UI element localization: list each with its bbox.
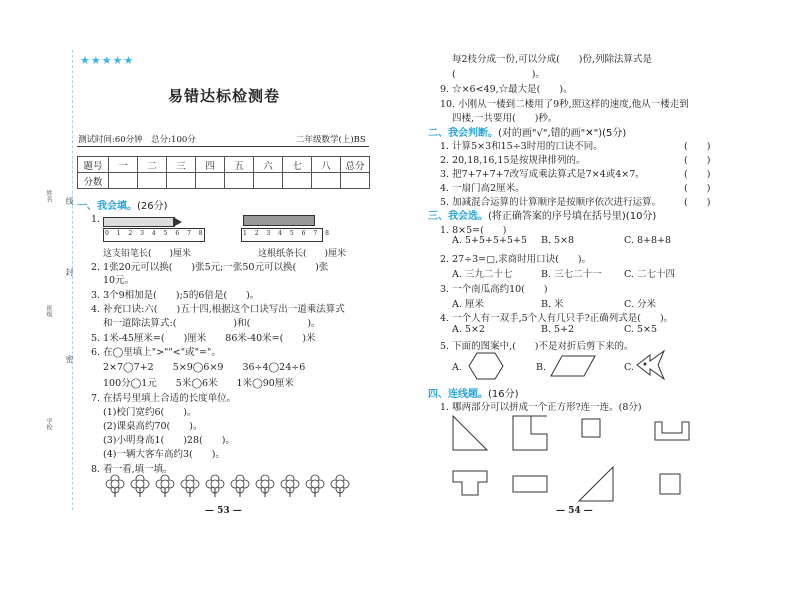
question-10-cont: 四楼,一共要用( )秒。 [452, 113, 558, 124]
judge-answer-3[interactable]: ( ) [684, 169, 711, 180]
choice-5-a-label: A. [452, 362, 462, 373]
choice-4: 4. 一个人有一双手,5个人有几只手?正确列式是( )。 [440, 313, 674, 324]
judge-4: 4. 一扇门高2厘米。 [440, 183, 525, 194]
page-number-left: — 53 — [205, 506, 242, 516]
score-cell[interactable] [254, 173, 283, 189]
score-cell[interactable] [283, 173, 312, 189]
score-cell[interactable] [196, 173, 225, 189]
ruler-2-ticks: 1 2 3 4 5 6 7 8 [243, 230, 332, 237]
judge-2: 2. 20,18,16,15是按规律排列的。 [440, 155, 586, 166]
section-3-title: 三、我会选。(将正确答案的序号填在括号里)(10分) [428, 211, 657, 222]
choice-1-a: A. 5+5+5+5+5 [452, 235, 527, 246]
question-2-cont: 10元。 [103, 275, 135, 286]
right-q8-cont: 每2枝分成一份,可以分成( )份,列除法算式是 [452, 54, 652, 65]
stars: ★★★★★ [80, 54, 135, 67]
l-shape-icon [512, 415, 548, 451]
choice-1-b: B. 5×8 [541, 235, 575, 246]
choice-3-b: B. 米 [541, 299, 564, 310]
question-4: 4. 补充口诀:六( )五十四,根据这个口诀写出一道乘法算式 [91, 304, 345, 315]
question-7-2: (2)课桌高约70( )。 [103, 421, 203, 432]
flower-icon [306, 475, 324, 497]
judge-answer-4[interactable]: ( ) [684, 183, 711, 194]
question-6-row2: 100分◯1元 5米◯6米 1米◯90厘米 [103, 378, 294, 389]
flower-icon [206, 475, 224, 497]
right-triangle-icon [452, 415, 488, 451]
hexagon-icon [468, 352, 504, 380]
score-row-label: 分数 [78, 173, 109, 189]
choice-4-b: B. 5+2 [541, 324, 575, 335]
choice-5-b-label: B. [536, 362, 547, 373]
pencil-tip-icon [173, 217, 182, 227]
flower-icon [181, 475, 199, 497]
question-6: 6. 在◯里填上">""<"或"="。 [91, 347, 221, 358]
question-7-3: (3)小明身高1( )28( )。 [103, 435, 235, 446]
question-9: 9. ☆×6<49,☆最大是( )。 [440, 84, 573, 95]
flower-icon [156, 475, 174, 497]
rectangle-icon [512, 475, 548, 493]
choice-4-a: A. 5×2 [452, 324, 485, 335]
question-8: 8. 看一看,填一填。 [91, 464, 173, 475]
question-2: 2. 1张20元可以换( )张5元;一张50元可以换( )张 [91, 262, 329, 273]
question-7-4: (4)一辆大客车高约3( )。 [103, 449, 225, 460]
flower-icon [131, 475, 149, 497]
left-rule [72, 50, 74, 510]
question-3: 3. 3个9相加是( );5的6倍是( )。 [91, 290, 260, 301]
page-title: 易错达标检测卷 [168, 87, 281, 105]
side-name-label: 姓名 [45, 190, 52, 202]
parallelogram-icon [550, 355, 596, 377]
right-q8-cont2: ( )。 [452, 69, 545, 80]
flower-icon [331, 475, 349, 497]
choice-1: 1. 8×5=( ) [440, 225, 507, 236]
match-question-1: 1. 哪两部分可以拼成一个正方形?连一连。(8分) [440, 402, 642, 413]
choice-3-a: A. 厘米 [452, 299, 484, 310]
choice-2-c: C. 二七十四 [624, 269, 675, 280]
flower-icon [231, 475, 249, 497]
side-school-label: 学校 [45, 418, 52, 430]
judge-answer-2[interactable]: ( ) [684, 155, 711, 166]
judge-answer-1[interactable]: ( ) [684, 141, 711, 152]
score-cell[interactable] [138, 173, 167, 189]
side-class-label: 班级 [45, 305, 52, 317]
side-seal-mark: 密 [65, 355, 74, 363]
choice-5-c-label: C. [624, 362, 634, 373]
score-cell[interactable] [225, 173, 254, 189]
q1-caption-strip: 这根纸条长( )厘米 [258, 249, 347, 259]
choice-2-b: B. 三七二十一 [541, 269, 602, 280]
judge-3: 3. 把7+7+7+7改写成乘法算式是7×4或4×7。 [440, 169, 645, 180]
score-header-cell: 六 [254, 157, 283, 173]
flowers-icon [103, 474, 363, 498]
fish-shape-icon [636, 350, 666, 380]
meta-divider [77, 146, 369, 147]
q1-caption-pencil: 这支铅笔长( )厘米 [103, 249, 192, 259]
square-icon [659, 473, 681, 495]
grade-label: 二年级数学(上)BS [296, 135, 366, 145]
score-header-cell: 五 [225, 157, 254, 173]
score-header-cell: 三 [167, 157, 196, 173]
u-shape-icon [654, 421, 690, 441]
flower-icon [281, 475, 299, 497]
question-7: 7. 在括号里填上合适的长度单位。 [91, 393, 237, 404]
score-cell[interactable] [341, 173, 370, 189]
question-10: 10. 小刚从一楼到二楼用了9秒,照这样的速度,他从一楼走到 [440, 99, 689, 110]
score-table [77, 156, 370, 189]
pencil-icon [103, 217, 175, 227]
score-header-cell: 一 [109, 157, 138, 173]
paper-strip-icon [243, 215, 315, 226]
judge-answer-5[interactable]: ( ) [684, 197, 711, 208]
score-header-cell: 二 [138, 157, 167, 173]
small-square-icon [581, 418, 601, 438]
section-1-title: 一、我会填。(26分) [77, 201, 168, 212]
choice-4-c: C. 5×5 [624, 324, 658, 335]
choice-2: 2. 27÷3=▢,求商时用口诀( )。 [440, 254, 592, 265]
score-header-cell: 题号 [78, 157, 109, 173]
flower-icon [106, 475, 124, 497]
question-7-1: (1)校门宽约6( )。 [103, 407, 197, 418]
judge-1: 1. 计算5×3和15÷3时用的口诀不同。 [440, 141, 603, 152]
choice-5: 5. 下面的图案中,( )不是对折后剪下来的。 [440, 341, 634, 352]
choice-3: 3. 一个南瓜高约10( ) [440, 284, 548, 295]
ruler-1-ticks: 0 1 2 3 4 5 6 7 8 [105, 230, 206, 237]
t-shape-icon [452, 470, 488, 496]
choice-2-a: A. 三九二十七 [452, 269, 513, 280]
q1-number: 1. [91, 214, 101, 225]
score-cell[interactable] [167, 173, 196, 189]
question-5: 5. 1米-45厘米=( )厘米 86米-40米=( )米 [91, 333, 316, 344]
score-cell[interactable] [109, 173, 138, 189]
score-header-cell: 八 [312, 157, 341, 173]
section-4-title: 四、连线题。(16分) [428, 389, 519, 400]
score-header-cell: 七 [283, 157, 312, 173]
choice-3-c: C. 分米 [624, 299, 656, 310]
question-4-cont: 和一道除法算式:( )和( )。 [103, 318, 321, 329]
score-header-cell: 四 [196, 157, 225, 173]
flower-row [103, 474, 363, 498]
question-6-row1: 2×7◯7+2 5×9◯6×9 36÷4◯24÷6 [103, 362, 306, 373]
page-number-right: — 54 — [556, 506, 593, 516]
flower-icon [256, 475, 274, 497]
score-header-cell: 总分 [341, 157, 370, 173]
side-xian-mark: 线 [65, 197, 74, 205]
section-2-title: 二、我会判断。(对的画"√",错的画"✕")(5分) [428, 128, 627, 139]
triangle-icon [578, 466, 614, 502]
choice-1-c: C. 8+8+8 [624, 235, 672, 246]
judge-5: 5. 加减混合运算的计算顺序是按顺序依次进行运算。 [440, 197, 662, 208]
test-meta: 测试时间:60分钟 总分:100分 [78, 135, 196, 145]
score-cell[interactable] [312, 173, 341, 189]
side-feng-mark: 封 [65, 268, 74, 276]
